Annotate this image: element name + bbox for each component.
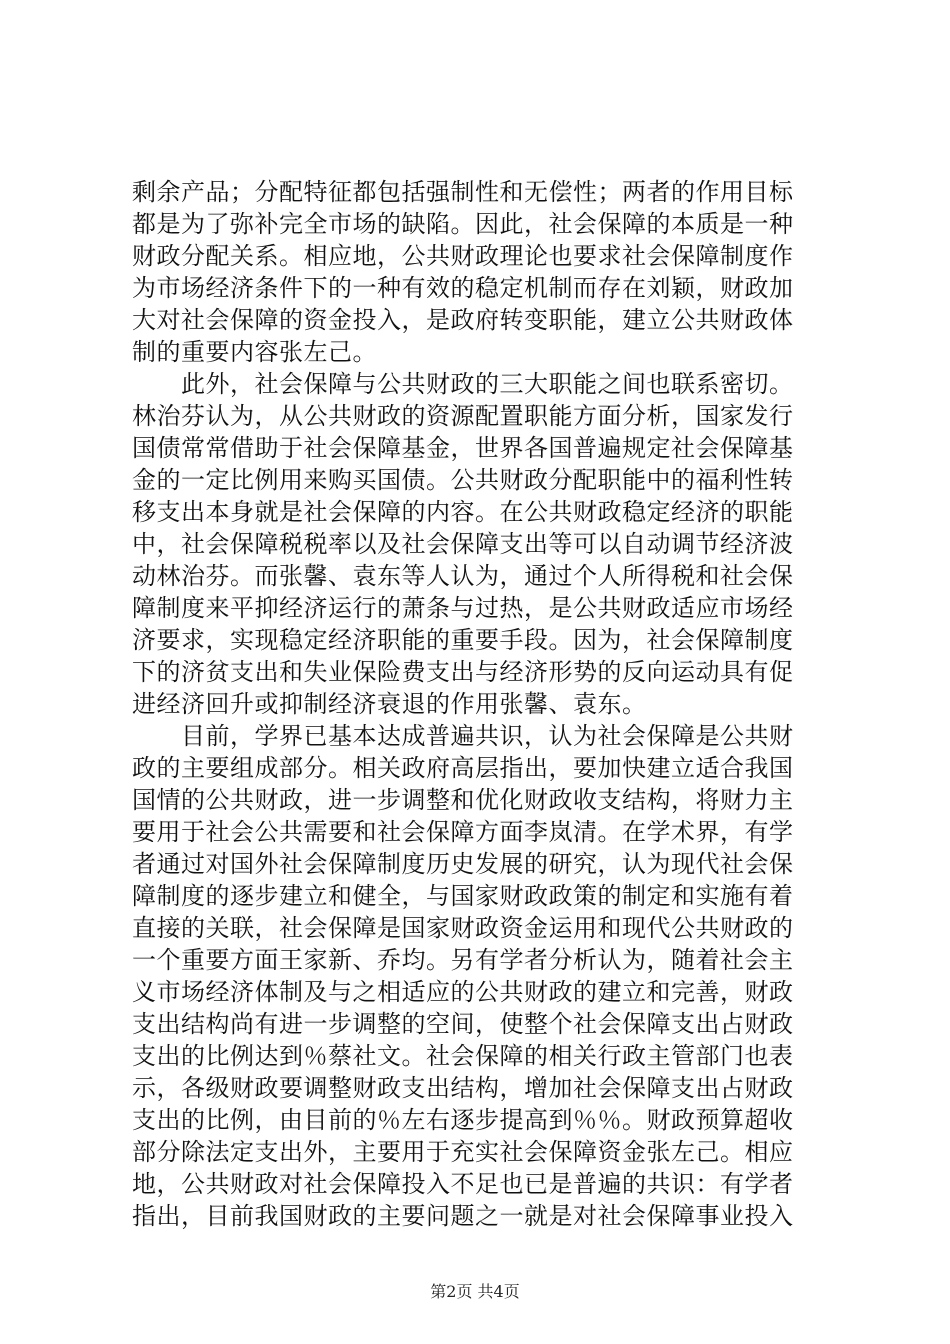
text-line: 障制度的逐步建立和健全，与国家财政政策的制定和实施有着 bbox=[132, 882, 794, 910]
text-line: 林治芬认为，从公共财政的资源配置职能方面分析，国家发行 bbox=[132, 402, 794, 430]
text-line: 国债常常借助于社会保障基金，世界各国普遍规定社会保障基 bbox=[132, 434, 794, 462]
text-line: 制的重要内容张左己。 bbox=[132, 338, 377, 366]
text-line: 国情的公共财政，进一步调整和优化财政收支结构，将财力主 bbox=[132, 786, 794, 814]
text-line: 移支出本身就是社会保障的内容。在公共财政稳定经济的职能 bbox=[132, 498, 794, 526]
text-line: 部分除法定支出外，主要用于充实社会保障资金张左己。相应 bbox=[132, 1138, 794, 1166]
text-line: 一个重要方面王家新、乔均。另有学者分析认为，随着社会主 bbox=[132, 946, 794, 974]
text-line: 进经济回升或抑制经济衰退的作用张馨、袁东。 bbox=[132, 690, 647, 718]
text-line: 大对社会保障的资金投入，是政府转变职能，建立公共财政体 bbox=[132, 306, 794, 334]
text-line: 动林治芬。而张馨、袁东等人认为，通过个人所得税和社会保 bbox=[132, 562, 794, 590]
text-line: 金的一定比例用来购买国债。公共财政分配职能中的福利性转 bbox=[132, 466, 794, 494]
text-line: 障制度来平抑经济运行的萧条与过热，是公共财政适应市场经 bbox=[132, 594, 794, 622]
text-line: 示，各级财政要调整财政支出结构，增加社会保障支出占财政 bbox=[132, 1074, 794, 1102]
text-line: 支出的比例达到％蔡社文。社会保障的相关行政主管部门也表 bbox=[132, 1042, 794, 1070]
text-line: 地，公共财政对社会保障投入不足也已是普遍的共识：有学者 bbox=[132, 1170, 794, 1198]
text-line: 政的主要组成部分。相关政府高层指出，要加快建立适合我国 bbox=[132, 754, 794, 782]
text-line: 剩余产品；分配特征都包括强制性和无偿性；两者的作用目标 bbox=[132, 178, 794, 206]
text-line: 支出的比例，由目前的％左右逐步提高到％％。财政预算超收 bbox=[132, 1106, 794, 1134]
text-line: 下的济贫支出和失业保险费支出与经济形势的反向运动具有促 bbox=[132, 658, 794, 686]
text-line: 支出结构尚有进一步调整的空间，使整个社会保障支出占财政 bbox=[132, 1010, 794, 1038]
text-line: 指出，目前我国财政的主要问题之一就是对社会保障事业投入 bbox=[132, 1202, 794, 1230]
text-line: 义市场经济体制及与之相适应的公共财政的建立和完善，财政 bbox=[132, 978, 794, 1006]
text-line: 者通过对国外社会保障制度历史发展的研究，认为现代社会保 bbox=[132, 850, 794, 878]
text-line: 要用于社会公共需要和社会保障方面李岚清。在学术界，有学 bbox=[132, 818, 794, 846]
text-line: 目前，学界已基本达成普遍共识，认为社会保障是公共财 bbox=[132, 722, 794, 750]
text-line: 直接的关联，社会保障是国家财政资金运用和现代公共财政的 bbox=[132, 914, 794, 942]
text-line: 济要求，实现稳定经济职能的重要手段。因为，社会保障制度 bbox=[132, 626, 794, 654]
body-text bbox=[132, 176, 832, 1232]
text-line: 为市场经济条件下的一种有效的稳定机制而存在刘颖，财政加 bbox=[132, 274, 794, 302]
text-line: 中，社会保障税税率以及社会保障支出等可以自动调节经济波 bbox=[132, 530, 794, 558]
text-line: 此外，社会保障与公共财政的三大职能之间也联系密切。 bbox=[132, 370, 794, 398]
text-line: 财政分配关系。相应地，公共财政理论也要求社会保障制度作 bbox=[132, 242, 794, 270]
page-footer: 第2页 共4页 bbox=[430, 1282, 520, 1301]
text-line: 都是为了弥补完全市场的缺陷。因此，社会保障的本质是一种 bbox=[132, 210, 794, 238]
